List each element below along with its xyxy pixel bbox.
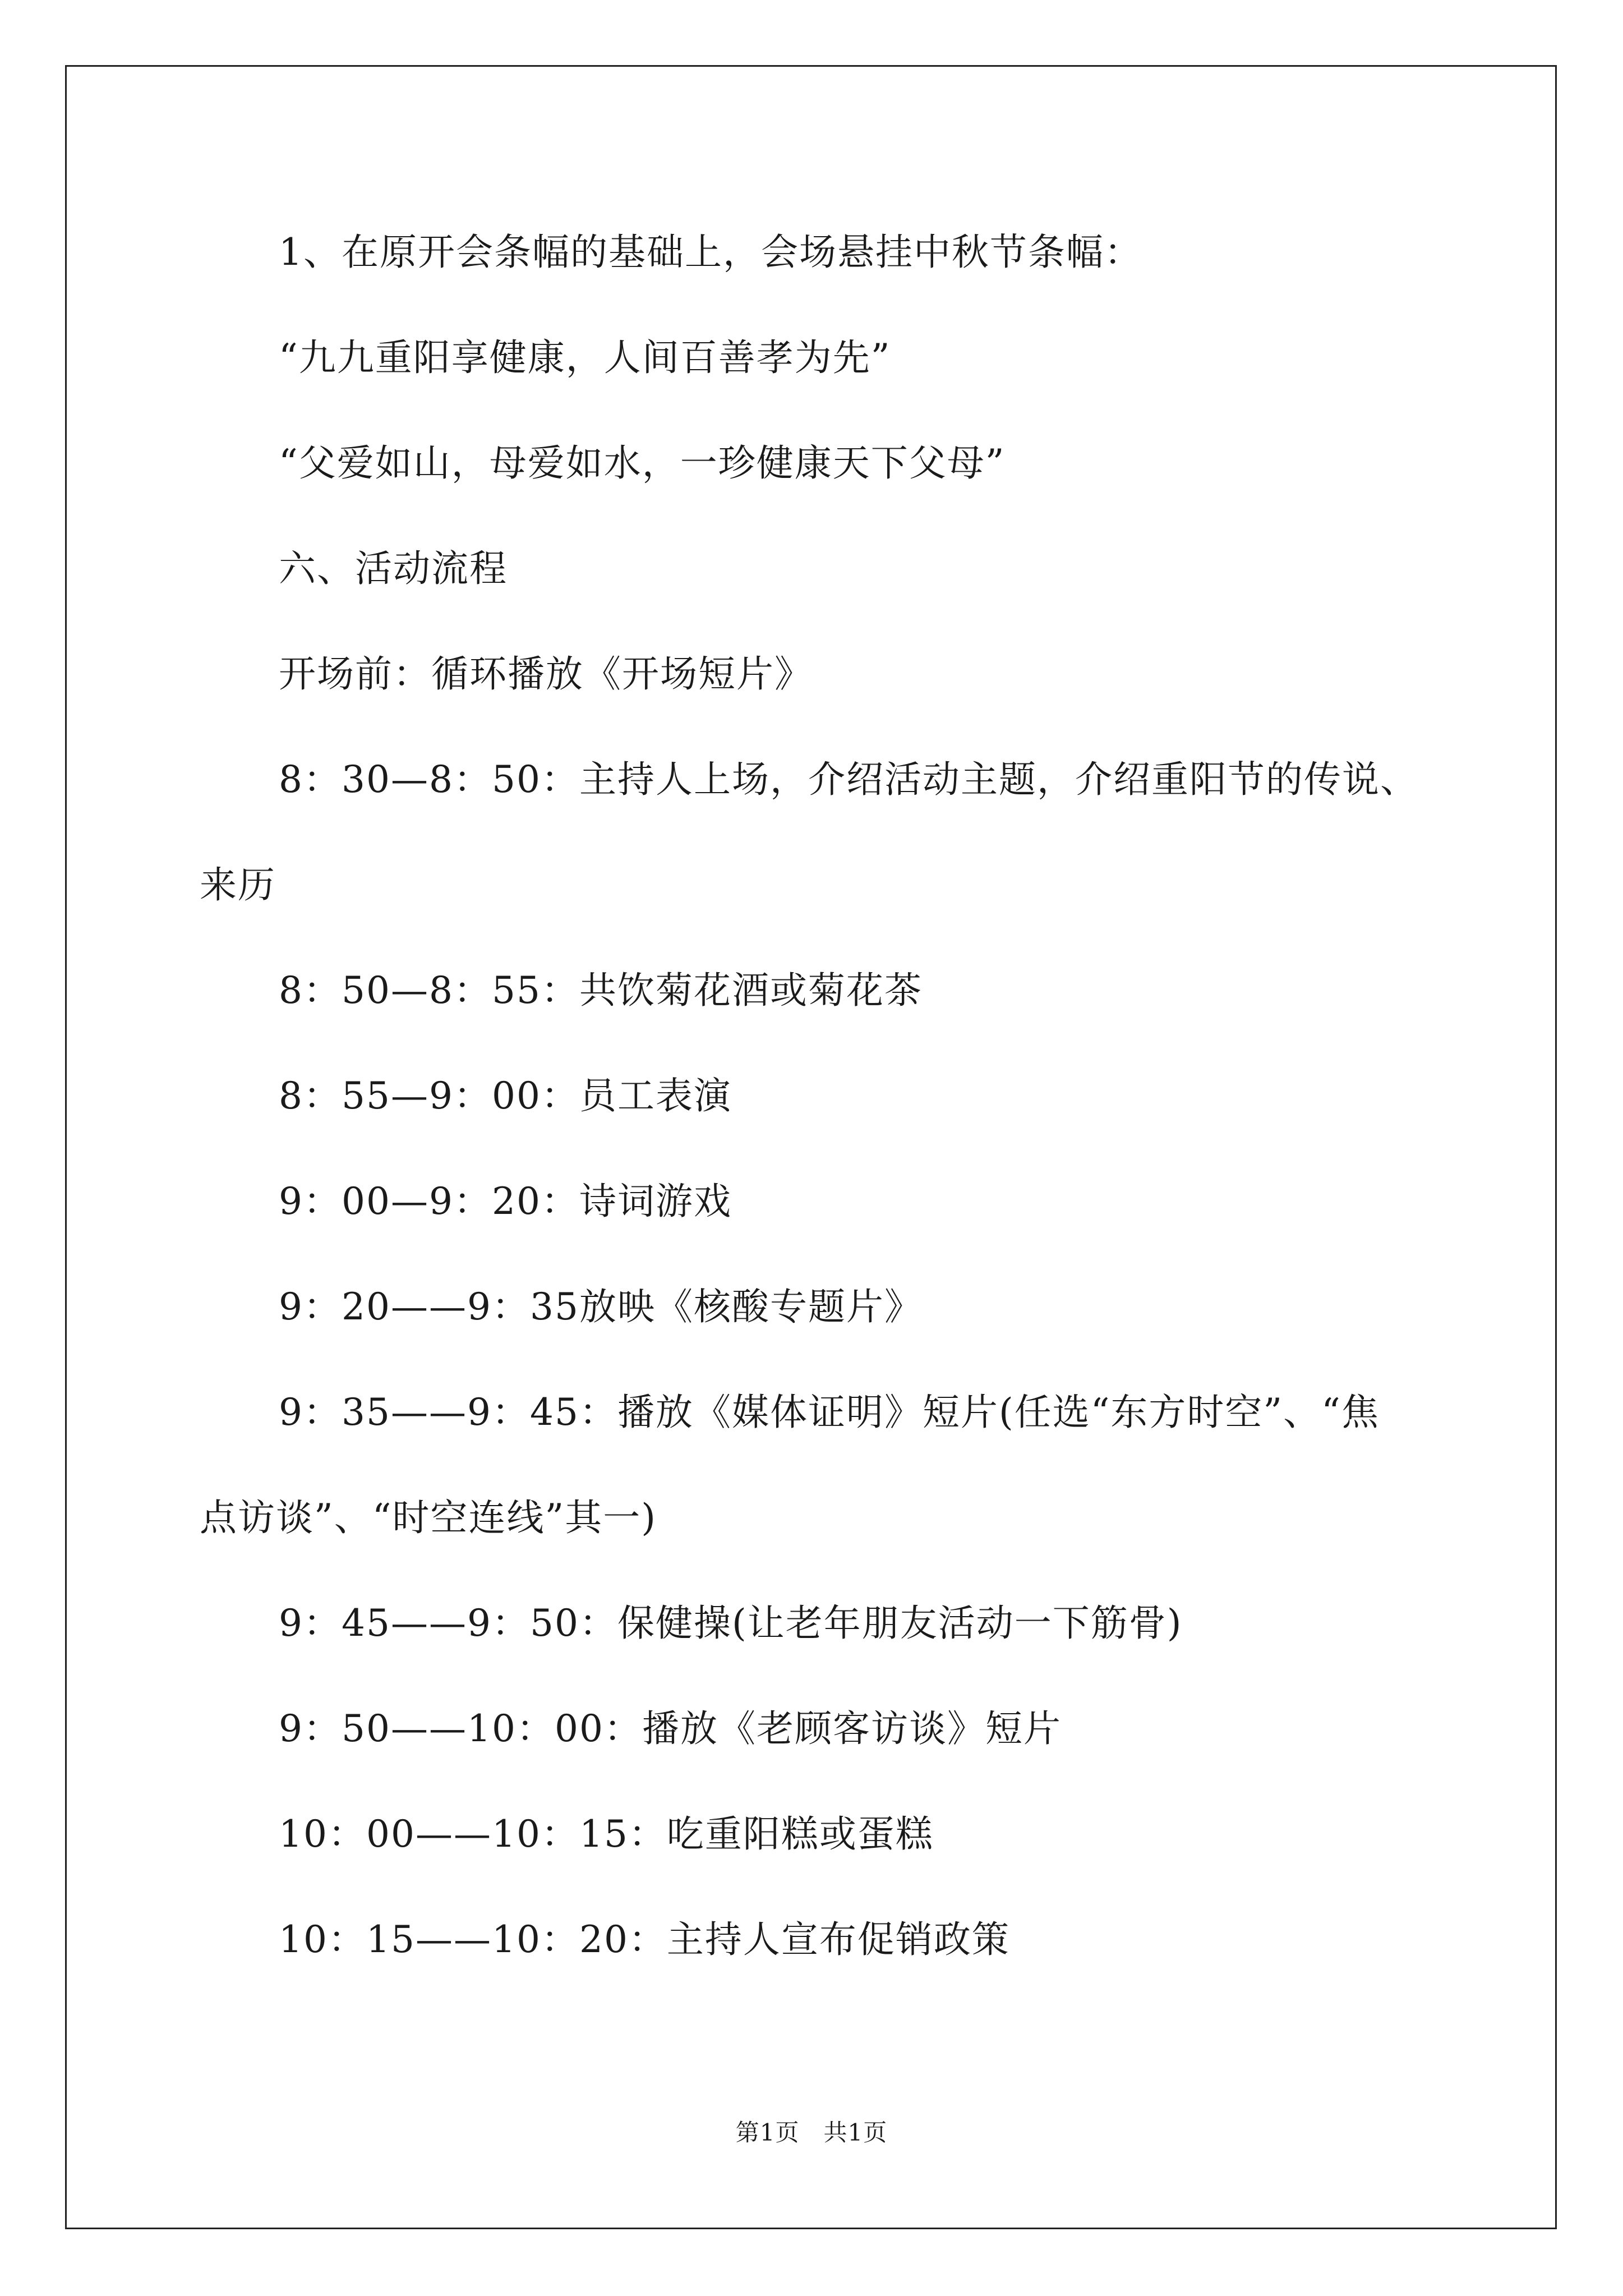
text-line-schedule-0935-cont: 点访谈”、“时空连线”其一) — [200, 1496, 657, 1539]
text-line-before-opening: 开场前：循环播放《开场短片》 — [279, 652, 813, 696]
text-line-banner-intro: 1、在原开会条幅的基础上，会场悬挂中秋节条幅： — [279, 231, 1142, 274]
text-line-schedule-1000: 10：00——10：15：吃重阳糕或蛋糕 — [279, 1812, 934, 1856]
text-line-schedule-0920: 9：20——9：35放映《核酸专题片》 — [279, 1285, 923, 1328]
page-border — [65, 65, 1557, 2229]
text-line-schedule-0900: 9：00—9：20：诗词游戏 — [279, 1180, 732, 1223]
text-line-schedule-1015: 10：15——10：20：主持人宣布促销政策 — [279, 1918, 1010, 1961]
text-line-schedule-0935: 9：35——9：45：播放《媒体证明》短片(任选“东方时空”、“焦 — [279, 1391, 1380, 1434]
text-line-schedule-0950: 9：50——10：00：播放《老顾客访谈》短片 — [279, 1707, 1062, 1750]
text-line-banner-slogan-1: “九九重阳享健康，人间百善孝为先” — [279, 336, 891, 379]
page-number-footer: 第1页 共1页 — [735, 2119, 888, 2146]
section-heading-activity-flow: 六、活动流程 — [279, 547, 508, 590]
text-line-schedule-0830: 8：30—8：50：主持人上场，介绍活动主题，介绍重阳节的传说、 — [279, 758, 1418, 801]
text-line-banner-slogan-2: “父爱如山，母爱如水，一珍健康天下父母” — [279, 441, 1006, 485]
text-line-schedule-0945: 9：45——9：50：保健操(让老年朋友活动一下筋骨) — [279, 1602, 1183, 1645]
text-line-schedule-0850: 8：50—8：55：共饮菊花酒或菊花茶 — [279, 969, 923, 1012]
text-line-schedule-0855: 8：55—9：00：员工表演 — [279, 1074, 732, 1117]
text-line-schedule-0830-cont: 来历 — [200, 863, 276, 907]
